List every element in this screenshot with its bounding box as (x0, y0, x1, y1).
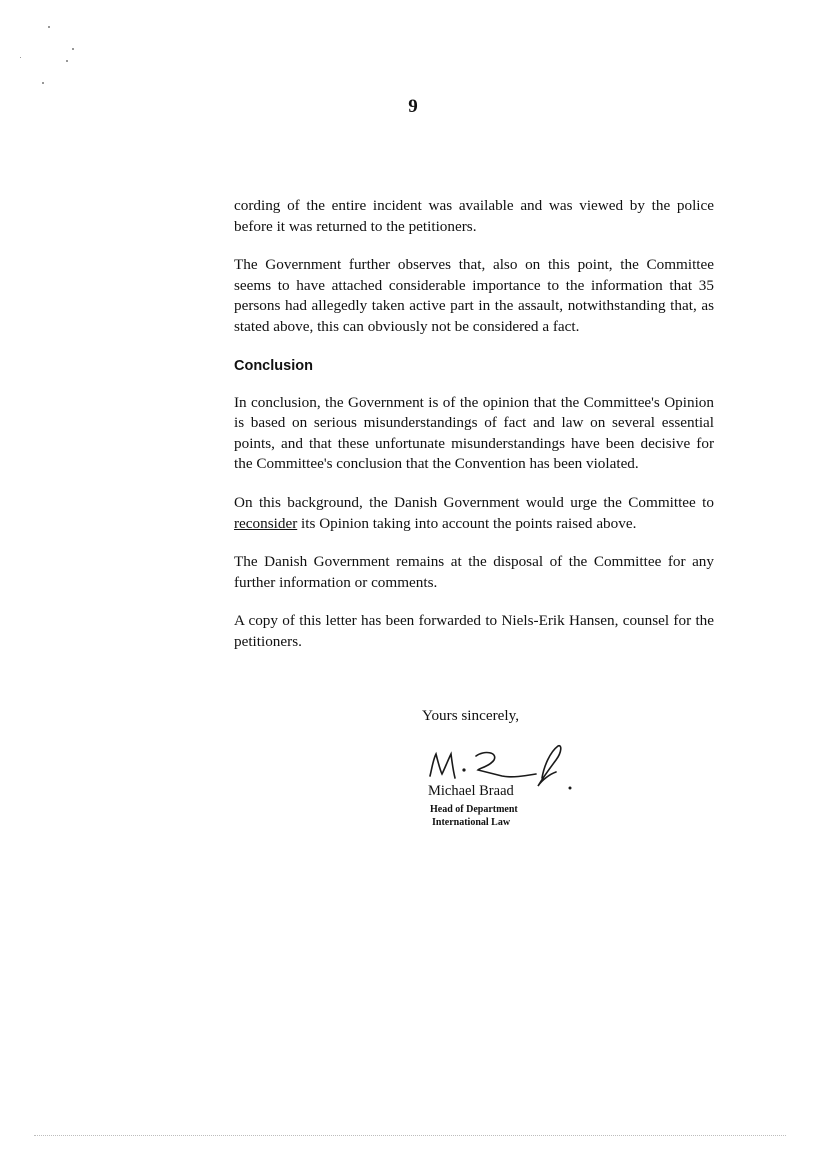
scan-speck (48, 26, 50, 28)
underlined-word-reconsider: reconsider (234, 514, 298, 532)
signer-title (430, 803, 518, 829)
signer-title-line2: International Law (432, 817, 511, 828)
signer-title-line1: Head of Department (430, 804, 518, 815)
page-number: 9 (408, 96, 418, 117)
scan-speck (72, 48, 74, 50)
paragraph-urge-reconsider (234, 493, 714, 534)
paragraph-government-observes: The Government further observes that, also on this point, the Committee seems to have attached considerable importance to the information that 35 persons had allegedly taken active part in the assault, notwithstanding that, as stated above, this can obviously not be considered a fact. (234, 256, 714, 335)
letter-body (234, 196, 714, 671)
paragraph-recording: cording of the entire incident was available and was viewed by the police before it was returned to the petitioners. (234, 197, 714, 235)
scan-speck (66, 60, 68, 62)
signer-name: Michael Braad (428, 783, 514, 799)
paragraph-text: its Opinion taking into account the points raised above. (297, 514, 637, 532)
paragraph-copy-forwarded: A copy of this letter has been forwarded to Niels-Erik Hansen, counsel for the petitioners. (234, 612, 714, 650)
closing-salutation: Yours sincerely, (422, 707, 520, 724)
paragraph-text: On this background, the Danish Government would urge the Committee to (234, 493, 714, 511)
scan-speck (20, 57, 21, 58)
section-heading-conclusion: Conclusion (234, 357, 313, 374)
paragraph-disposal: The Danish Government remains at the disposal of the Committee for any further information or comments. (234, 553, 714, 591)
scan-edge-line (34, 1135, 786, 1136)
paragraph-conclusion: In conclusion, the Government is of the opinion that the Committee's Opinion is based on serious misunderstandings of fact and law on several essential points, and that these unfortunate misunderstandings have been decisive for the Committee's conclusion that the Convention has been violated. (234, 393, 714, 473)
scan-speck (42, 82, 44, 84)
